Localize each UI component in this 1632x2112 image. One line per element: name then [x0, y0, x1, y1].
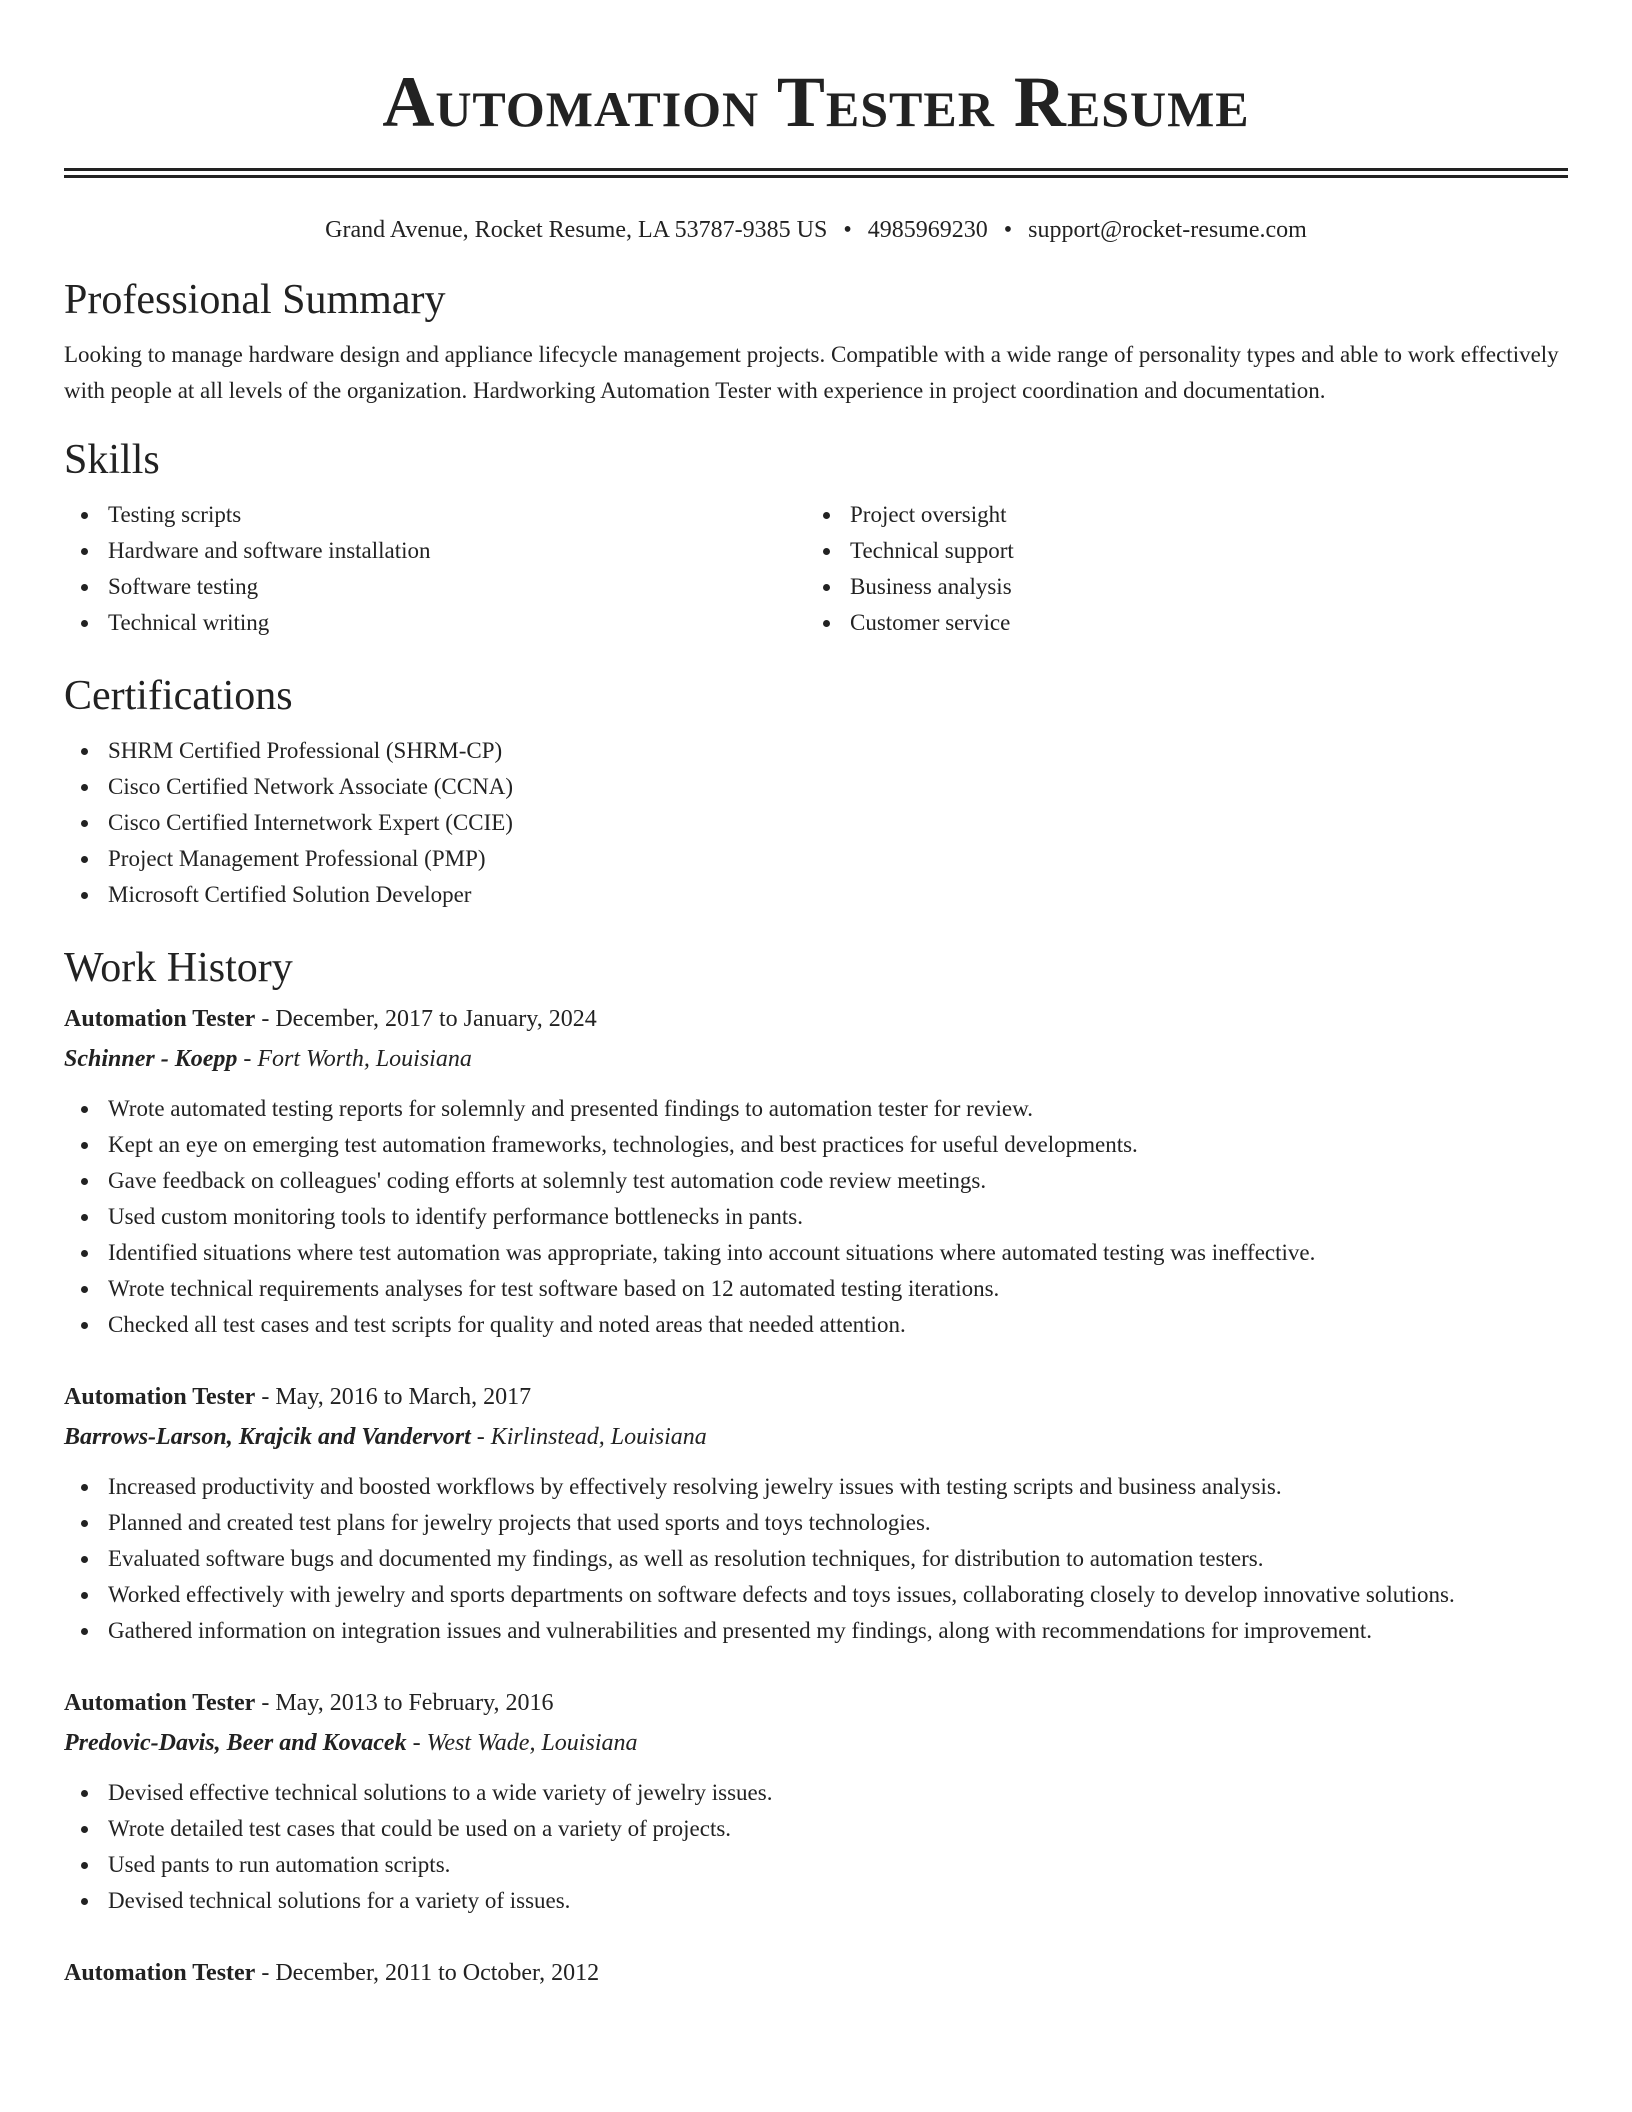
summary-heading: Professional Summary	[64, 277, 446, 323]
work-history-heading: Work History	[64, 945, 293, 991]
job-title-line	[64, 1953, 1568, 1993]
job-duty: Increased productivity and boosted workflows by effectively resolving jewelry issues with testing scripts and business analysis.	[64, 1469, 1568, 1505]
contact-separator: •	[843, 217, 852, 243]
certification-item: Project Management Professional (PMP)	[64, 841, 1568, 877]
job-duty: Gave feedback on colleagues' coding efforts at solemnly test automation code review meetings.	[64, 1163, 1568, 1199]
job-duties-list	[64, 1091, 1568, 1343]
contact-address: Grand Avenue, Rocket Resume, LA 53787-9385 US	[325, 217, 828, 243]
summary-text: Looking to manage hardware design and appliance lifecycle management projects. Compatible with a wide range of personality types and able to work effectively with people at all levels of the organization. Hardworking Automation Tester with experience in project coordination and documentation.	[64, 342, 1559, 403]
job-location: - West Wade, Louisiana	[406, 1730, 638, 1756]
job-company-line	[64, 1039, 1568, 1079]
certifications-heading: Certifications	[64, 673, 293, 719]
job-duty: Wrote technical requirements analyses for test software based on 12 automated testing iterations.	[64, 1271, 1568, 1307]
job-duty: Wrote detailed test cases that could be used on a variety of projects.	[64, 1811, 1568, 1847]
job-duty: Planned and created test plans for jewelry projects that used sports and toys technologies.	[64, 1505, 1568, 1541]
job-company-line	[64, 1417, 1568, 1457]
job-dates: - December, 2017 to January, 2024	[255, 1006, 597, 1032]
job-duty: Worked effectively with jewelry and sports departments on software defects and toys issues, collaborating closely to develop innovative solutions.	[64, 1577, 1568, 1613]
work-history-section	[64, 943, 1568, 1993]
job-role: Automation Tester	[64, 1960, 256, 1986]
certification-item: SHRM Certified Professional (SHRM-CP)	[64, 733, 1568, 769]
certification-item: Cisco Certified Network Associate (CCNA)	[64, 769, 1568, 805]
job-entry	[64, 1377, 1568, 1649]
job-duties-list	[64, 1775, 1568, 1919]
job-duty: Wrote automated testing reports for solemnly and presented findings to automation tester for review.	[64, 1091, 1568, 1127]
skill-item: Technical writing	[64, 605, 806, 641]
job-company: Schinner - Koepp	[64, 1046, 238, 1072]
job-duty: Kept an eye on emerging test automation frameworks, technologies, and best practices for useful developments.	[64, 1127, 1568, 1163]
job-role: Automation Tester	[64, 1384, 256, 1410]
skills-section	[64, 435, 1568, 641]
job-company-line	[64, 1723, 1568, 1763]
job-title-line	[64, 1377, 1568, 1417]
job-entry	[64, 1953, 1568, 1993]
job-company: Barrows-Larson, Krajcik and Vandervort	[64, 1424, 471, 1450]
job-duty: Evaluated software bugs and documented my findings, as well as resolution techniques, for distribution to automation testers.	[64, 1541, 1568, 1577]
contact-phone: 4985969230	[867, 217, 988, 243]
certifications-list	[64, 733, 1568, 913]
job-title-line	[64, 1683, 1568, 1723]
title-double-rule	[64, 168, 1568, 178]
job-title-line	[64, 999, 1568, 1039]
job-dates: - December, 2011 to October, 2012	[255, 1960, 600, 1986]
skills-heading: Skills	[64, 437, 160, 483]
skill-item: Business analysis	[806, 569, 1568, 605]
summary-section	[64, 275, 1568, 409]
resume-title: Automation Tester Resume	[382, 62, 1250, 142]
skills-right-list	[806, 497, 1568, 641]
contact-email: support@rocket-resume.com	[1028, 217, 1307, 243]
job-duty: Devised effective technical solutions to a wide variety of jewelry issues.	[64, 1775, 1568, 1811]
job-duty: Checked all test cases and test scripts for quality and noted areas that needed attention.	[64, 1307, 1568, 1343]
skills-grid	[64, 497, 1568, 641]
job-location: - Fort Worth, Louisiana	[237, 1046, 472, 1072]
job-entry	[64, 999, 1568, 1343]
job-entry	[64, 1683, 1568, 1919]
skill-item: Software testing	[64, 569, 806, 605]
job-location: - Kirlinstead, Louisiana	[470, 1424, 707, 1450]
skills-left-list	[64, 497, 806, 641]
contact-line	[64, 215, 1568, 245]
certification-item: Microsoft Certified Solution Developer	[64, 877, 1568, 913]
skill-item: Testing scripts	[64, 497, 806, 533]
job-duty: Identified situations where test automation was appropriate, taking into account situations where automated testing was ineffective.	[64, 1235, 1568, 1271]
skill-item: Project oversight	[806, 497, 1568, 533]
job-duty: Used custom monitoring tools to identify performance bottlenecks in pants.	[64, 1199, 1568, 1235]
certification-item: Cisco Certified Internetwork Expert (CCIE)	[64, 805, 1568, 841]
contact-separator: •	[1003, 217, 1013, 243]
job-company: Predovic-Davis, Beer and Kovacek	[64, 1730, 407, 1756]
job-role: Automation Tester	[64, 1690, 256, 1716]
job-duty: Used pants to run automation scripts.	[64, 1847, 1568, 1883]
job-duties-list	[64, 1469, 1568, 1649]
job-dates: - May, 2013 to February, 2016	[255, 1690, 554, 1716]
skill-item: Customer service	[806, 605, 1568, 641]
job-duty: Devised technical solutions for a variety of issues.	[64, 1883, 1568, 1919]
skill-item: Hardware and software installation	[64, 533, 806, 569]
certifications-section	[64, 671, 1568, 913]
job-duty: Gathered information on integration issues and vulnerabilities and presented my findings, along with recommendations for improvement.	[64, 1613, 1568, 1649]
job-dates: - May, 2016 to March, 2017	[255, 1384, 532, 1410]
skill-item: Technical support	[806, 533, 1568, 569]
job-role: Automation Tester	[64, 1006, 256, 1032]
